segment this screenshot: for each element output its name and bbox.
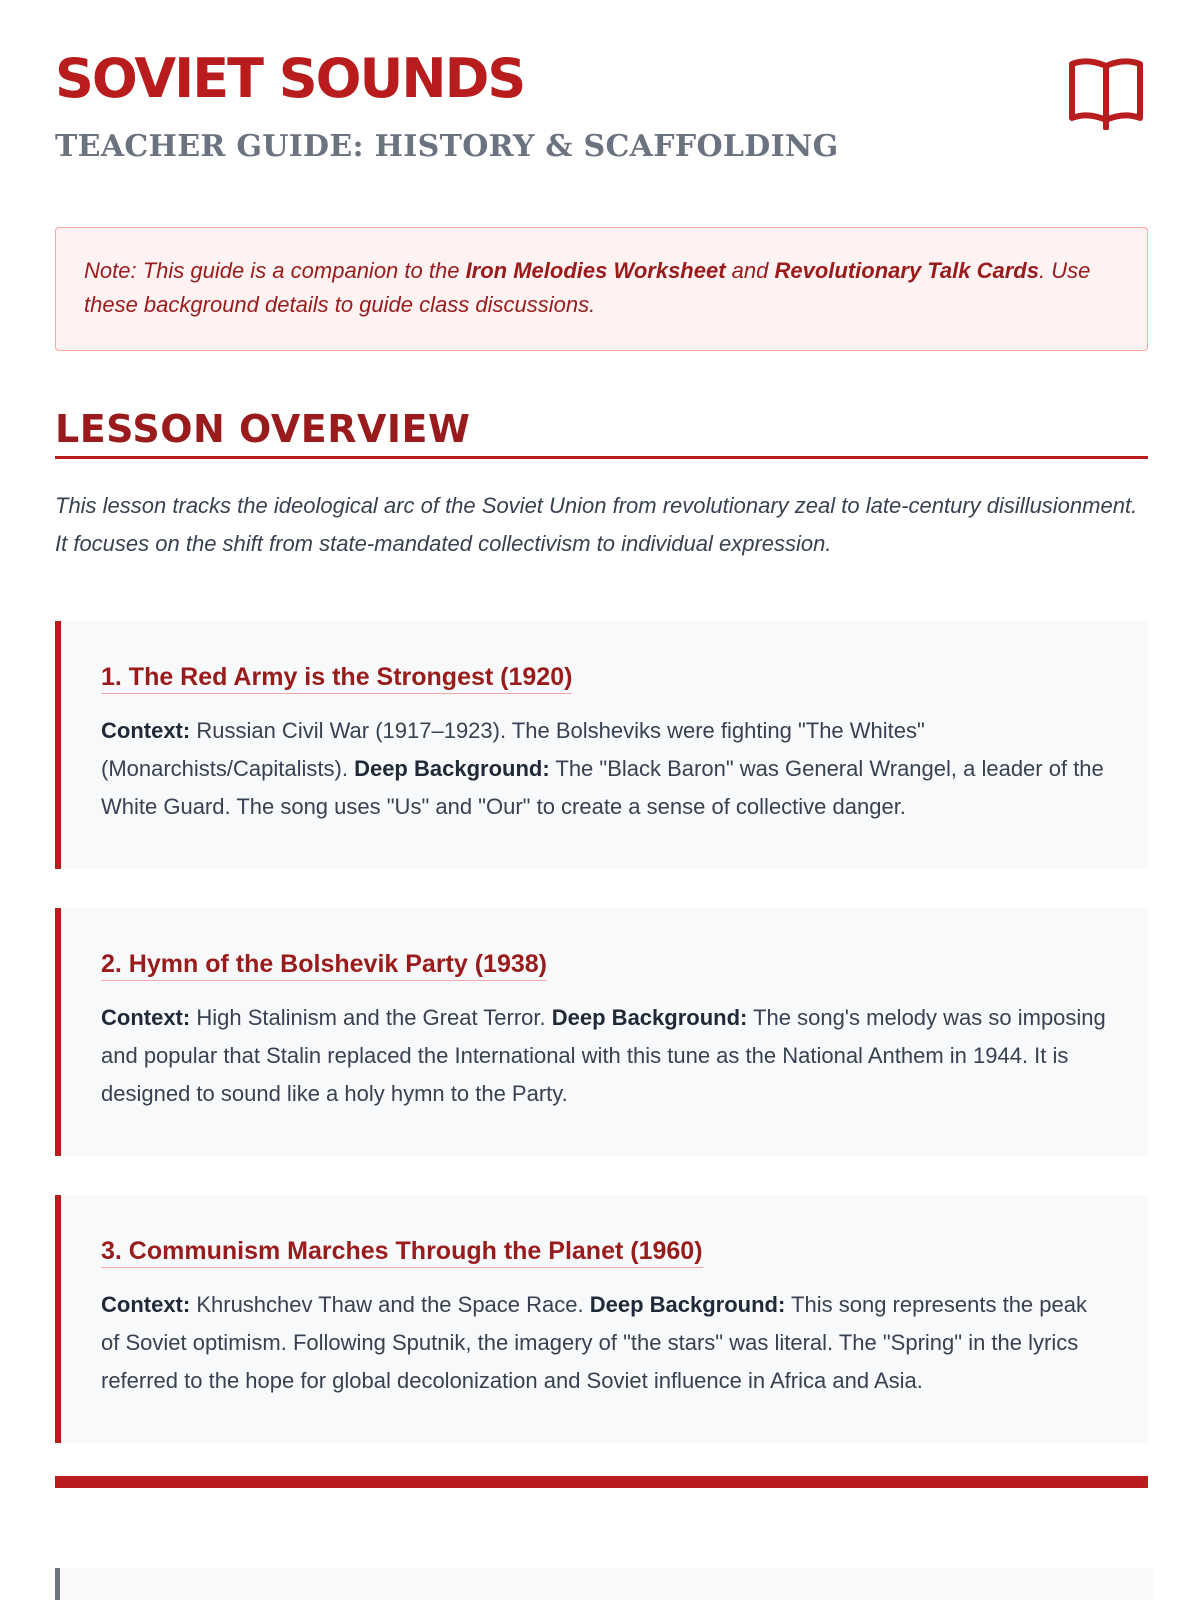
song-description xyxy=(101,999,1108,1113)
page-title: SOVIET SOUNDS xyxy=(55,47,525,110)
song-card-2 xyxy=(55,908,1148,1156)
song-description xyxy=(101,712,1108,826)
deep-background-text: This song represents the peak of Soviet optimism. Following Sputnik, the imagery of "the stars" was literal. The "Spring" in the lyrics referred to the hope for global decolonization and Soviet influence in Africa and Asia. xyxy=(101,1292,1087,1393)
next-section-card xyxy=(55,1568,1153,1600)
section-divider xyxy=(55,1476,1148,1488)
page-subtitle: TEACHER GUIDE: HISTORY & SCAFFOLDING xyxy=(55,129,839,164)
lesson-overview-text: This lesson tracks the ideological arc of the Soviet Union from revolutionary zeal to late-century disillusionment. It focuses on the shift from state-mandated collectivism to individual expression. xyxy=(55,493,1138,556)
note-suffix: . Use these background details to guide class discussions. xyxy=(84,258,1091,317)
context-text: Russian Civil War (1917–1923). The Bolsheviks were fighting "The Whites" (Monarchists/Capitalists). xyxy=(101,718,925,781)
book-open-icon xyxy=(1068,56,1144,130)
teacher-guide-page xyxy=(55,0,1148,1393)
note-and: and xyxy=(725,258,775,283)
song-card-3 xyxy=(55,1195,1148,1443)
deep-background-text: The song's melody was so imposing and popular that Stalin replaced the International with this tune as the National Anthem in 1944. It is designed to sound like a holy hymn to the Party. xyxy=(101,1005,1106,1106)
talk-cards-name: Revolutionary Talk Cards xyxy=(774,258,1039,283)
song-title: 3. Communism Marches Through the Planet (1960) xyxy=(101,1235,703,1268)
context-label: Context: xyxy=(101,1292,191,1317)
deep-background-label: Deep Background: xyxy=(551,1005,748,1030)
header xyxy=(55,0,1148,200)
context-label: Context: xyxy=(101,718,191,743)
worksheet-name: Iron Melodies Worksheet xyxy=(465,258,726,283)
context-label: Context: xyxy=(101,1005,191,1030)
companion-note xyxy=(55,227,1148,351)
song-description xyxy=(101,1286,1108,1400)
note-prefix: Note: This guide is a companion to the xyxy=(84,258,466,283)
song-title: 1. The Red Army is the Strongest (1920) xyxy=(101,661,572,694)
context-text: High Stalinism and the Great Terror. xyxy=(190,1005,552,1030)
deep-background-label: Deep Background: xyxy=(589,1292,786,1317)
song-title: 2. Hymn of the Bolshevik Party (1938) xyxy=(101,948,547,981)
song-card-1 xyxy=(55,621,1148,869)
context-text: Khrushchev Thaw and the Space Race. xyxy=(190,1292,590,1317)
lesson-overview-heading: LESSON OVERVIEW xyxy=(55,408,1148,459)
deep-background-label: Deep Background: xyxy=(354,756,550,781)
deep-background-text: The "Black Baron" was General Wrangel, a leader of the White Guard. The song uses "Us" and "Our" to create a sense of collective danger. xyxy=(101,756,1104,819)
